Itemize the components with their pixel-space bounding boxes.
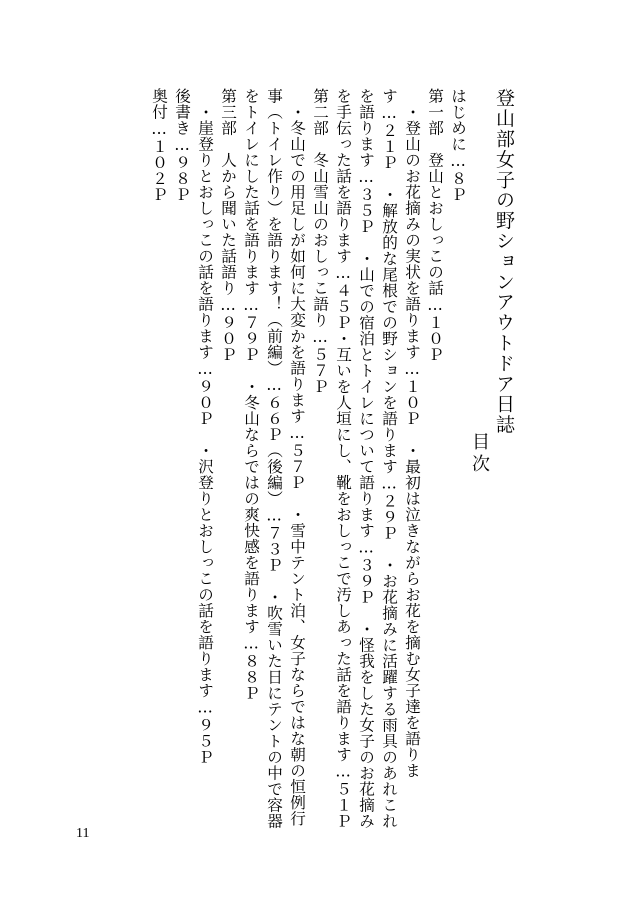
toc-line-part1-heading: 第一部 登山とおしっこの話…１０Ｐ <box>426 88 444 363</box>
toc-line-part1-item-2: す…２１Ｐ ・解放的な尾根での野ションを語ります…２９Ｐ ・お花摘みに活躍する雨具のあれこれ <box>380 88 398 829</box>
toc-line-intro: はじめに…８Ｐ <box>449 88 467 203</box>
toc-line-part1-item-3: を語ります…３５Ｐ ・山での宿泊とトイレについて語ります…３９Ｐ ・怪我をした女子のお花摘み <box>357 88 375 829</box>
toc-line-part3-item-1: ・崖登りとおしっこの話を語ります…９０Ｐ ・沢登りとおしっこの話を語ります…９５Ｐ <box>196 104 214 765</box>
page-number: 11 <box>76 826 90 841</box>
book-title: 登山部女子の野ションアウトドア日誌 <box>493 88 515 435</box>
toc-line-part2-item-1: ・冬山での用足しが如何に大変かを語ります…５７Ｐ ・雪中テント泊、女子ならではな朝の恒例行 <box>288 104 306 827</box>
toc-line-colophon: 奥付…１０２Ｐ <box>150 88 168 203</box>
toc-line-part1-item-1: ・登山のお花摘みの実状を語ります…１０Ｐ ・最初は泣きながらお花を摘む女子達を語りま <box>403 104 421 779</box>
toc-line-part2-heading: 第二部 冬山雪山のおしっこ語り…５７Ｐ <box>311 88 329 395</box>
toc-line-part2-item-2: 事（トイレ作り）を語ります！（前編）…６６Ｐ（後編）…７３Ｐ ・吹雪いた日にテントの中で容器 <box>265 88 283 829</box>
toc-line-part1-item-4: を手伝った話を語ります…４５Ｐ・互いを人垣にし、靴をおしっこで汚しあった話を語ります…５１Ｐ <box>334 88 352 829</box>
toc-line-part3-heading: 第三部 人から聞いた話語り…９０Ｐ <box>219 88 237 363</box>
toc-line-part2-item-3: をトイレにした話を語ります…７９Ｐ ・冬山ならではの爽快感を語ります…８８Ｐ <box>242 88 260 701</box>
toc-line-afterword: 後書き…９８Ｐ <box>173 88 191 203</box>
toc-heading: 目次 <box>469 432 490 476</box>
